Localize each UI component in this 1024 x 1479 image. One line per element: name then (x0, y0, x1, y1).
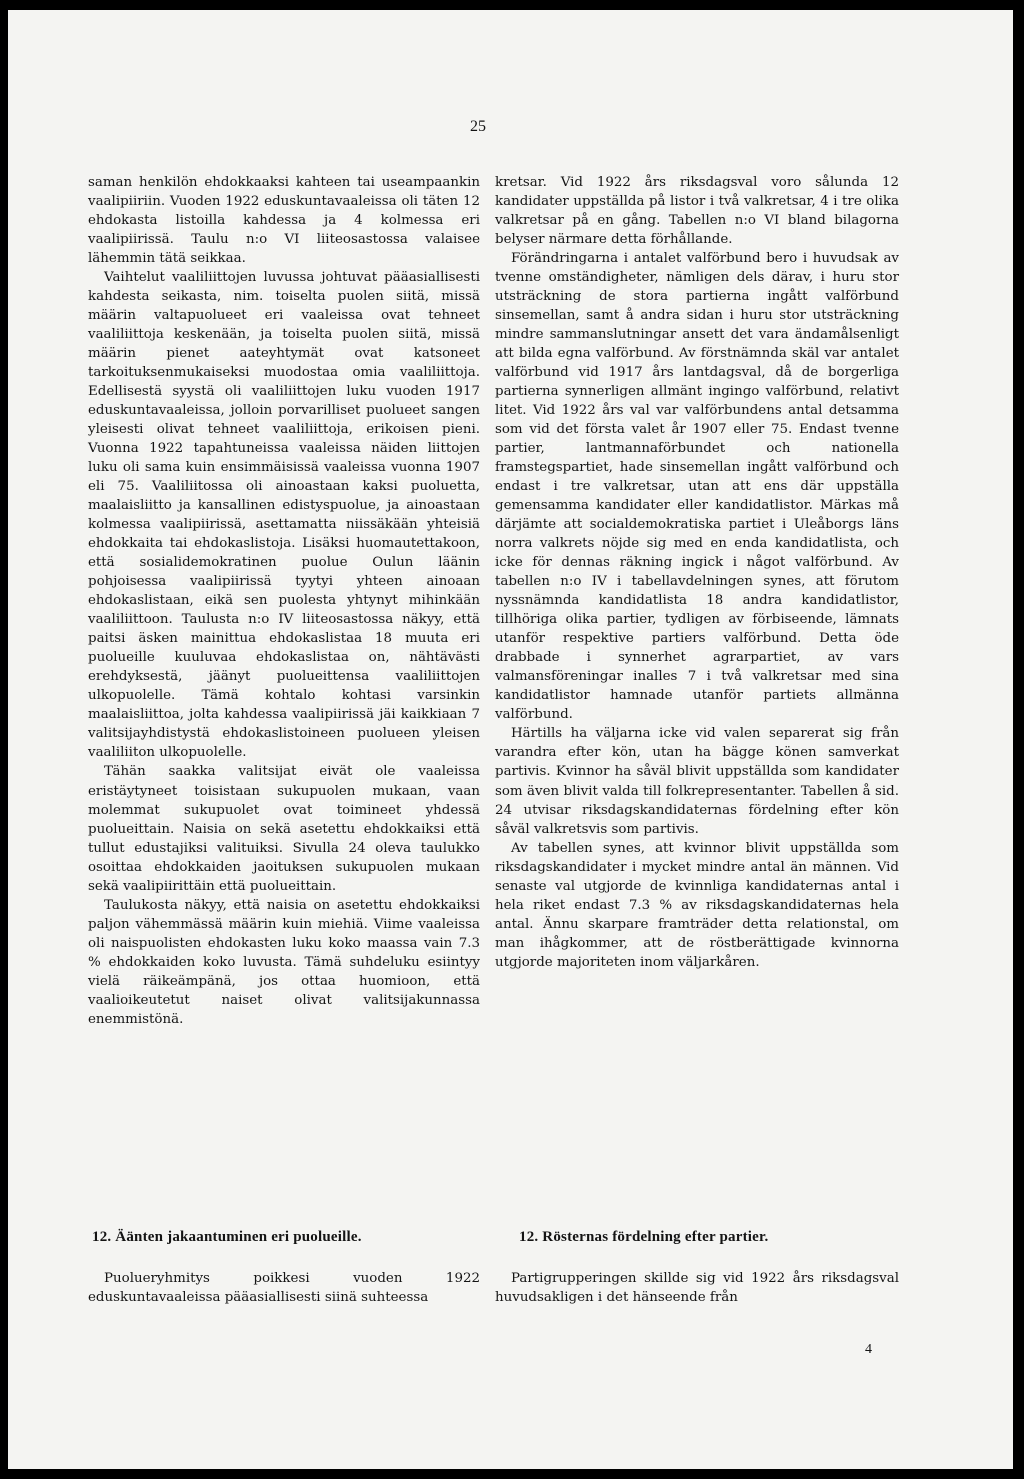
finnish-paragraph: saman henkilön ehdokkaaksi kahteen tai useampaankin vaalipiiriin. Vuoden 1922 eduskuntavaaleissa oli täten 12 ehdokasta listoilla kahdessa ja 4 kolmessa eri vaalipiirissä. Taulu n:o VI liiteosastossa valaisee lähemmin tätä seikkaa. (88, 175, 480, 267)
swedish-column (495, 173, 899, 972)
swedish-paragraph: Härtills ha väljarna icke vid valen separerat sig från varandra efter kön, utan ha bägge könen samverkat partivis. Kvinnor ha såväl blivit uppställda som kandidater som även blivit valda till folkrepresentanter. Tabellen å sid. 24 utvisar riksdagskandidaternas fördelning efter kön såväl valkretsvis som partivis. (495, 726, 899, 837)
swedish-paragraph: kretsar. Vid 1922 års riksdagsval voro sålunda 12 kandidater uppställda på listor i två valkretsar, 4 i tre olika valkretsar på en gång. Tabellen n:o VI bland bilagorna belyser närmare detta förhållande. (495, 175, 899, 248)
finnish-column (88, 173, 480, 1029)
page-number: 25 (470, 118, 486, 135)
finnish-section-heading: 12. Äänten jakaantuminen eri puolueille. (92, 1229, 362, 1245)
swedish-paragraph: Av tabellen synes, att kvinnor blivit uppställda som riksdagskandidater i mycket mindre antal än männen. Vid senaste val utgjorde de kvinnliga kandidaternas antal i hela riket endast 7.3 % av riksdagskandidaternas hela antal. Ännu skarpare framträder detta relationstal, om man ihågkommer, att de röstberättigade kvinnorna utgjorde majoriteten inom väljarkåren. (495, 840, 899, 970)
swedish-paragraph: Förändringarna i antalet valförbund bero i huvudsak av tvenne omständigheter, nämligen dels därav, i huru stor utsträckning de stora partierna ingått valförbund sinsemellan, samt å andra sidan i huru stor utsträckning mindre sammanslutningar ansett det vara ändamålsenligt att bilda egna valförbund. Av förstnämnda skäl var antalet valförbund vid 1917 års lantdagsval, då de borgerliga partierna synnerligen allmänt ingingo valförbund, relativt litet. Vid 1922 års val var valförbundens antal detsamma som vid det första valet år 1907 eller 75. Endast tvenne partier, lantmannaförbundet och nationella framstegspartiet, hade sinsemellan ingått valförbund och endast i tre valkretsar, utan att ens där uppställa gemensamma kandidater eller kandidatlistor. Märkas må därjämte att socialdemokratiska partiet i Uleåborgs läns norra valkrets nöjde sig med en enda kandidatlista, och icke för dennas räkning ingick i något valförbund. Av tabellen n:o IV i tabellavdelningen synes, att förutom nyssnämnda kandidatlista 18 andra kandidatlistor, tillhöriga olika partier, tydligen av förbiseende, lämnats utanför respektive partiers valförbund. Detta öde drabbade i synnerhet agrarpartiet, av vars valmansföreningar inalles 7 i två valkretsar med sina kandidatlistor hamnade utanför partiets allmänna valförbund. (495, 251, 899, 723)
finnish-paragraph: Vaihtelut vaaliliittojen luvussa johtuvat pääasiallisesti kahdesta seikasta, nim. toiselta puolen siitä, missä määrin valtapuolueet eri vaaleissa ovat tehneet vaaliliittoja keskenään, ja toiselta puolen siitä, missä määrin pienet aateyhtymät ovat katsoneet tarkoituksenmukaiseksi muodostaa omia vaaliliittoja. Edellisestä syystä oli vaaliliittojen luku vuoden 1917 eduskuntavaaleissa, jolloin porvarilliset puolueet sangen yleisesti olivat tehneet vaaliliittoja, erikoisen pieni. Vuonna 1922 tapahtuneissa vaaleissa näiden liittojen luku oli sama kuin ensimmäisissä vaaleissa vuonna 1907 eli 75. Vaaliliitossa oli ainoastaan kaksi puoluetta, maalaisliitto ja kansallinen edistyspuolue, ja ainoastaan kolmessa vaalipiirissä, asettamatta niissäkään yhteisiä ehdokkaita tai ehdokaslistoja. Lisäksi huomautettakoon, että sosialidemokratinen puolue Oulun läänin pohjoisessa vaalipiirissä tyytyi yhteen ainoaan ehdokaslistaan, eikä sen puolesta yhtynyt mihinkään vaaliliittoon. Taulusta n:o IV liiteosastossa näkyy, että paitsi äsken mainittua ehdokaslistaa 18 muuta eri puolueille kuuluvaa ehdokaslistaa on, nähtävästi erehdyksestä, jäänyt puolueittensa vaaliliittojen ulkopuolelle. Tämä kohtalo kohtasi varsinkin maalaisliittoa, jolta kahdessa vaalipiirissä jäi kaikkiaan 7 valitsijayhdistystä ehdokaslistoineen puolueen yleisen vaaliliiton ulkopuolelle. (88, 270, 480, 761)
finnish-paragraph: Taulukosta näkyy, että naisia on asetettu ehdokkaiksi paljon vähemmässä määrin kuin miehiä. Viime vaaleissa oli naispuolisten ehdokasten luku koko maassa vain 7.3 % ehdokkaiden koko luvusta. Tämä suhdeluku esiintyy vielä räikeämpänä, jos ottaa huomioon, että vaalioikeutetut naiset olivat valitsijakunnassa enemmistönä. (88, 897, 480, 1027)
document-page (8, 10, 1013, 1469)
footer-number: 4 (865, 1342, 872, 1357)
finnish-section-intro: Puolueryhmitys poikkesi vuoden 1922 eduskuntavaaleissa pääasiallisesti siinä suhteessa (88, 1271, 480, 1306)
swedish-section-intro: Partigrupperingen skillde sig vid 1922 års riksdagsval huvudsakligen i det hänseende från (495, 1271, 899, 1306)
swedish-section-heading: 12. Rösternas fördelning efter partier. (519, 1229, 769, 1245)
finnish-paragraph: Tähän saakka valitsijat eivät ole vaaleissa eristäytyneet toisistaan sukupuolen mukaan, vaan molemmat sukupuolet ovat toimineet yhdessä puolueittain. Naisia on sekä asetettu ehdokkaiksi että tullut edustajiksi valituiksi. Sivulla 24 oleva taulukko osoittaa ehdokkaiden jaoituksen sukupuolen mukaan sekä vaalipiirittäin että puolueittain. (88, 764, 480, 894)
